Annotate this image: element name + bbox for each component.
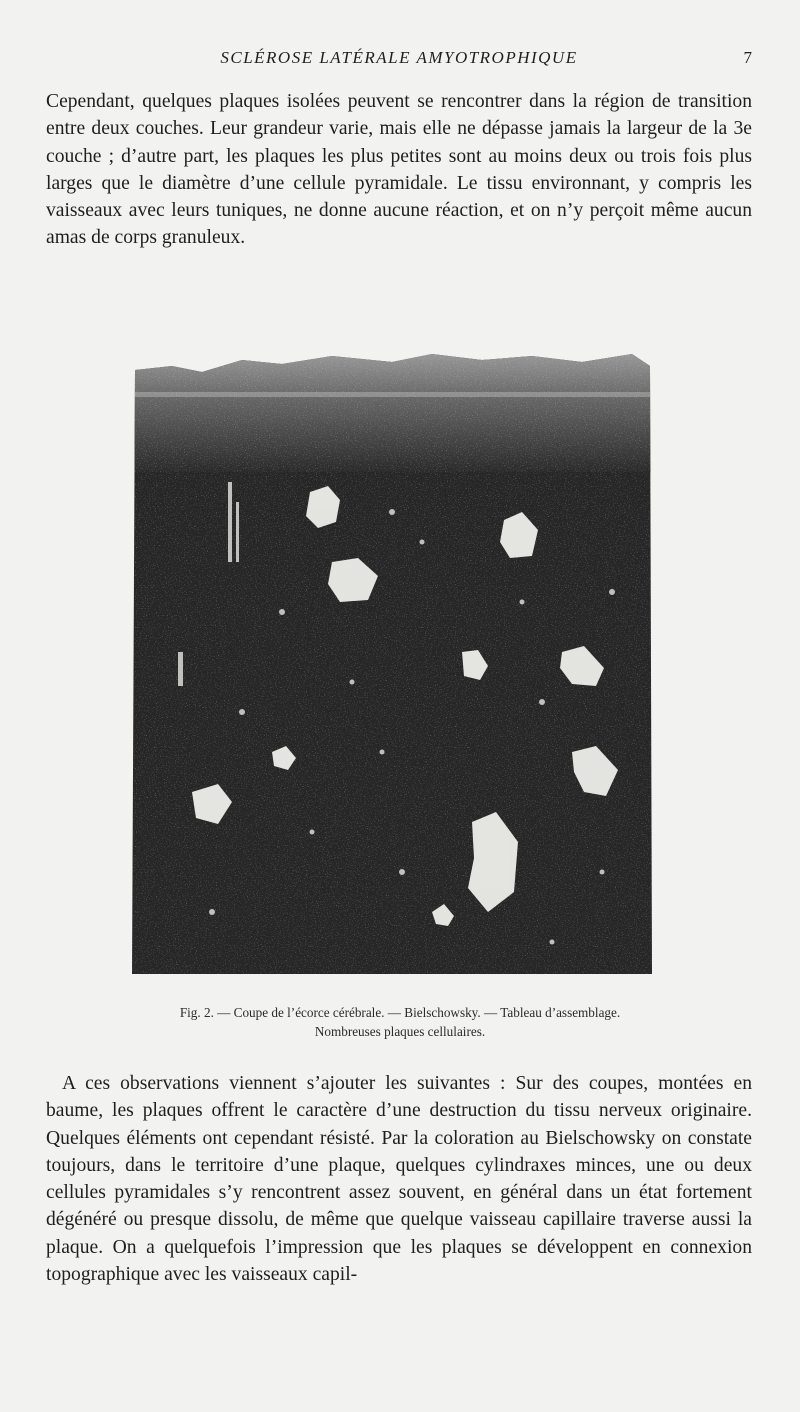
micrograph-figure	[132, 352, 654, 974]
running-header	[46, 48, 752, 74]
figure-caption	[60, 1003, 740, 1041]
running-title: SCLÉROSE LATÉRALE AMYOTROPHIQUE	[220, 48, 578, 67]
micrograph-image	[132, 352, 654, 974]
caption-line-1: Fig. 2. — Coupe de l’écorce cérébrale. — Bielschowsky. — Tableau d’assemblage.	[179, 1005, 621, 1020]
caption-line-2: Nombreuses plaques cellulaires.	[314, 1024, 486, 1039]
paragraph-1: Cependant, quelques plaques isolées peuvent se rencontrer dans la région de transition entre deux couches. Leur grandeur varie, mais elle ne dépasse jamais la largeur de la 3e couche ; d’autre part, les plaques les plus petites sont au moins deux ou trois fois plus larges que le diamètre d’une cellule pyramidale. Le tissu environnant, y compris les vaisseaux avec leurs tuniques, ne donne aucune réaction, et on n’y perçoit même aucun amas de corps granuleux.	[46, 91, 752, 249]
page-number: 7	[743, 48, 752, 67]
paragraph-2: A ces observations viennent s’ajouter les suivantes : Sur des coupes, montées en baume, les plaques offrent le caractère d’une destruction du tissu nerveux originaire. Quelques éléments ont cependant résisté. Par la coloration au Bielschowsky on constate toujours, dans le territoire d’une plaque, quelques cylindraxes minces, une ou deux cellules pyramidales s’y rencontrent assez souvent, en général dans un état fortement dégénéré ou presque dissolu, de même que quelque vaisseau capillaire traverse aussi la plaque. On a quelquefois l’impression que les plaques se développent en connexion topographique avec les vaisseaux capil-	[46, 1073, 752, 1286]
